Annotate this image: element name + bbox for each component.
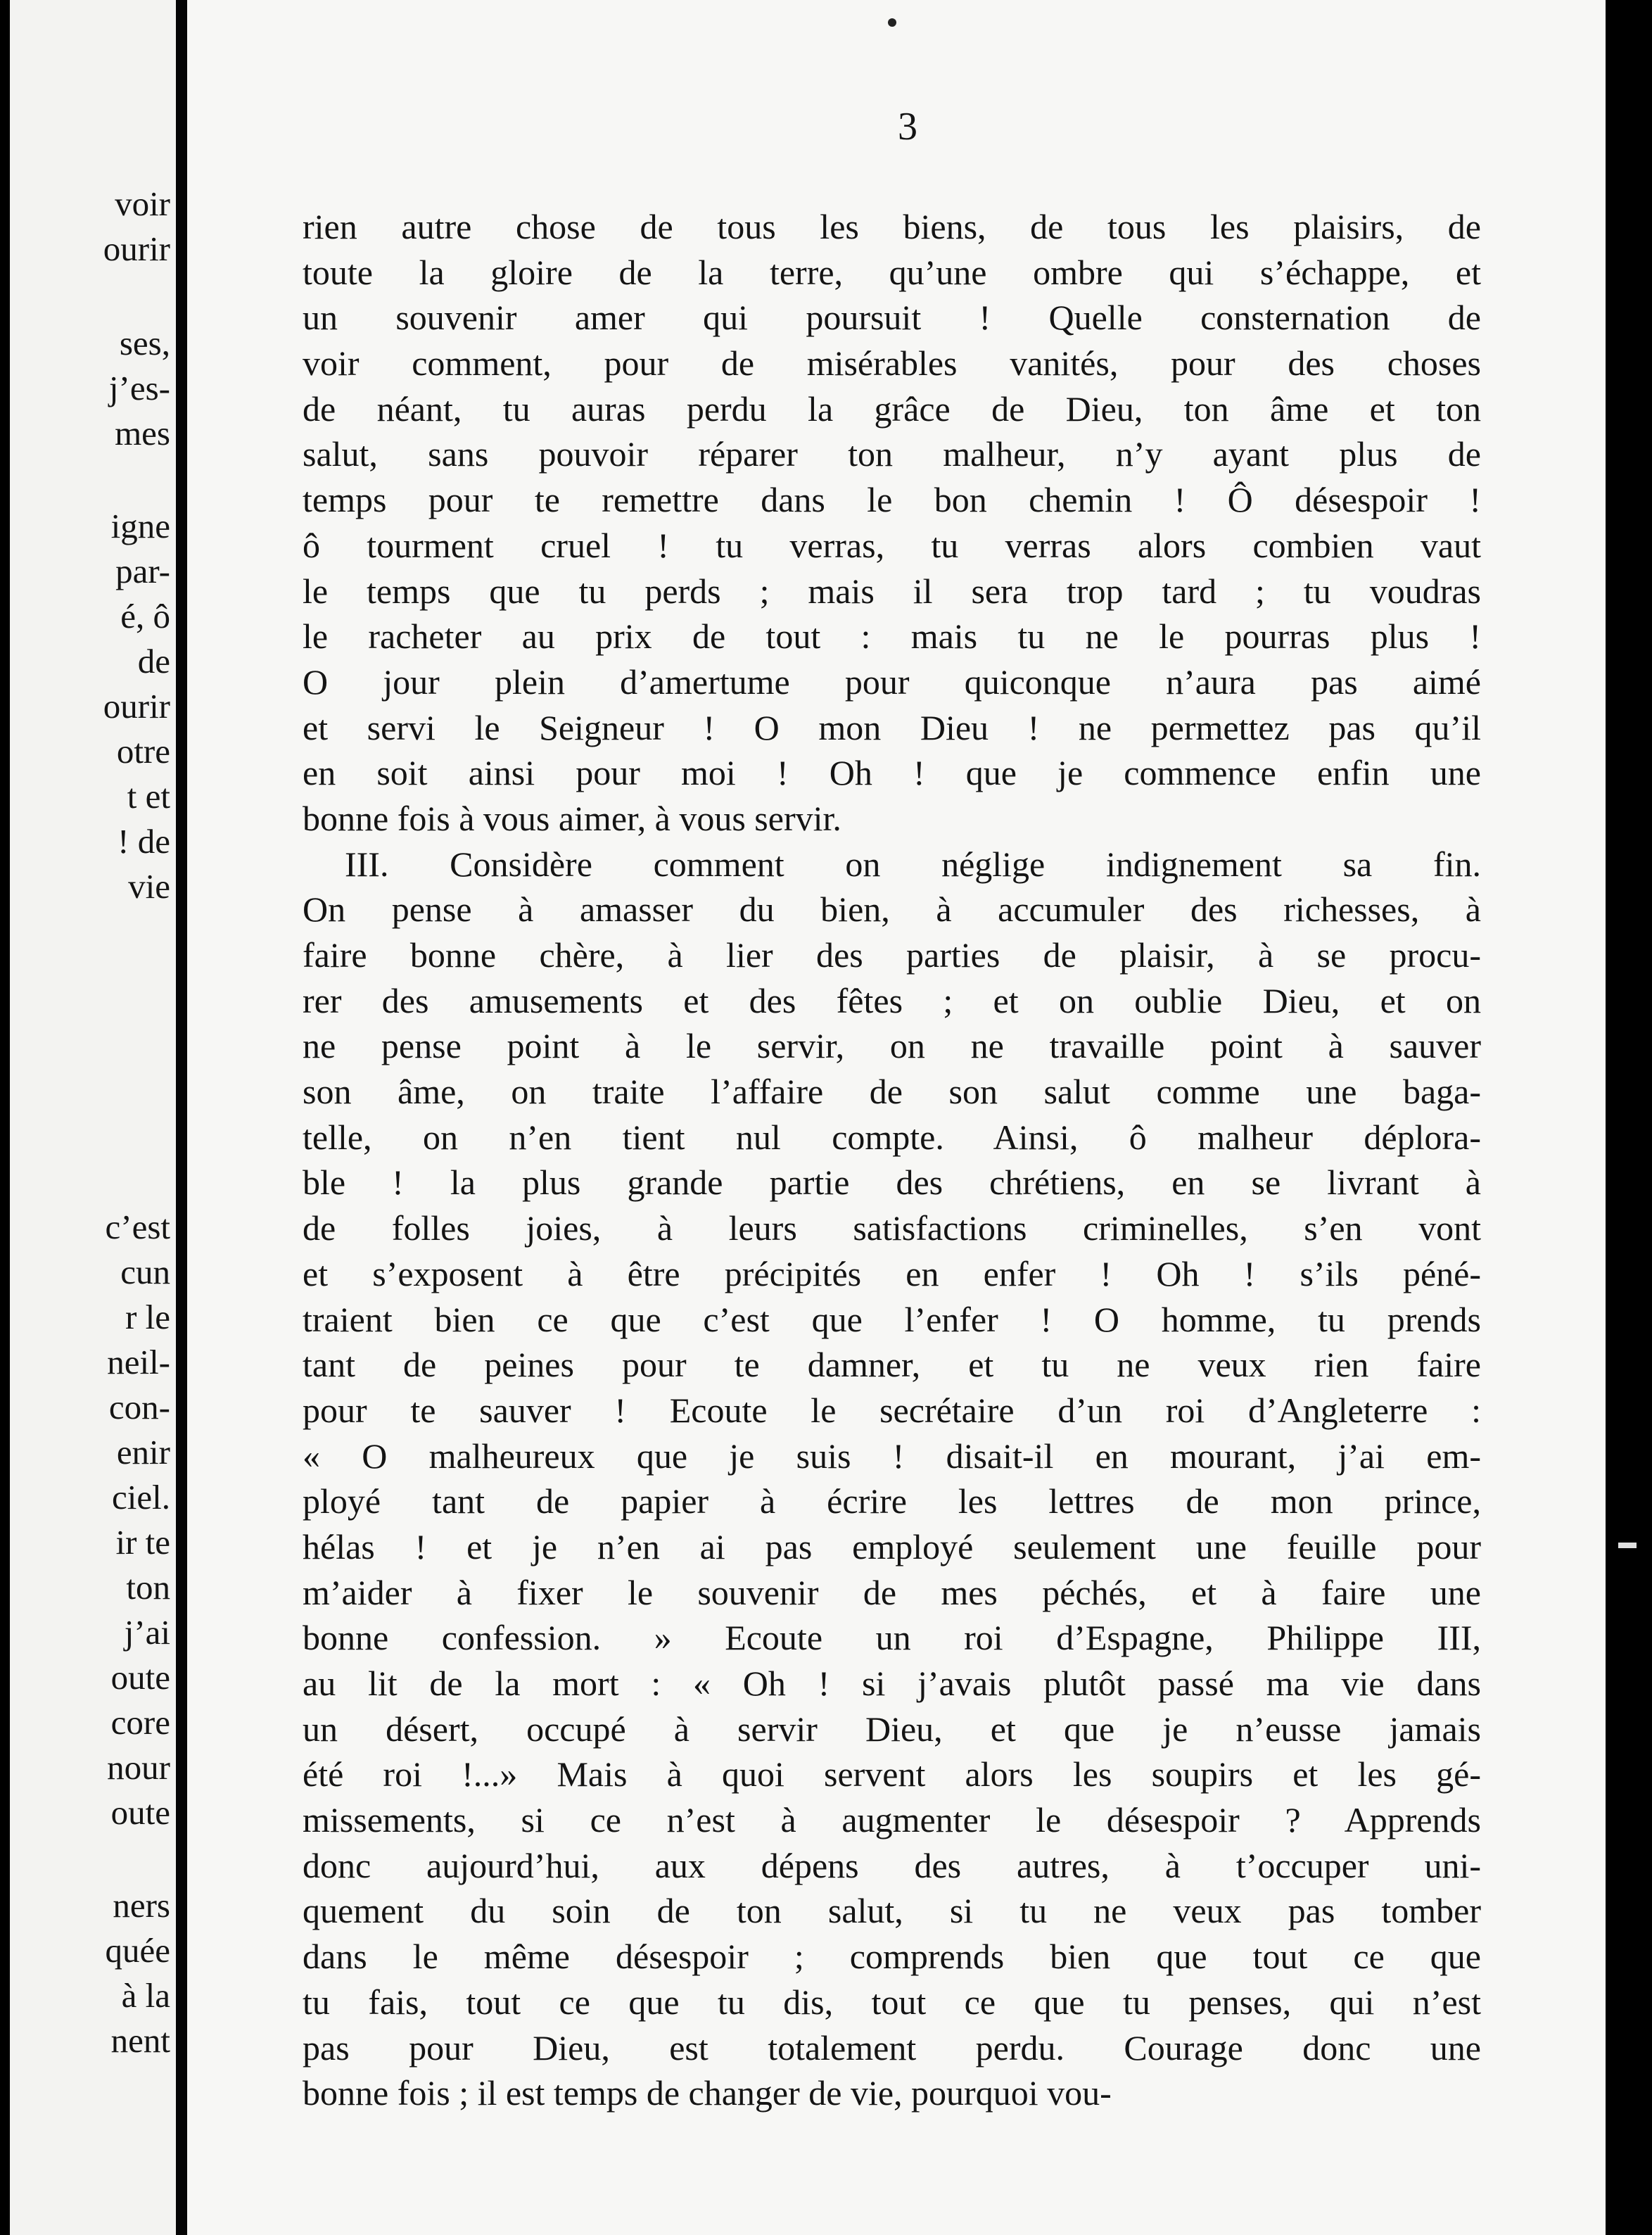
text-line: quement du soin de ton salut, si tu ne veux pas tomber xyxy=(303,1891,1481,1931)
left-fragment: nent xyxy=(110,2021,170,2060)
text-line: tu fais, tout ce que tu dis, tout ce que tu penses, qui n’est xyxy=(303,1982,1481,2022)
text-line: de néant, tu auras perdu la grâce de Dieu, ton âme et ton xyxy=(303,388,1481,429)
left-fragment: t et xyxy=(127,777,170,816)
left-fragment: ourir xyxy=(103,687,170,726)
text-line: salut, sans pouvoir réparer ton malheur, n’y ayant plus de xyxy=(303,434,1481,474)
left-fragment: ! de xyxy=(117,822,170,861)
text-line: ployé tant de papier à écrire les lettres de mon prince, xyxy=(303,1481,1481,1521)
text-line: temps pour te remettre dans le bon chemin ! Ô désespoir ! xyxy=(303,480,1481,520)
text-line: telle, on n’en tient nul compte. Ainsi, ô malheur déplora- xyxy=(303,1117,1481,1157)
left-fragment: j’es- xyxy=(108,369,170,407)
left-fragment: r le xyxy=(125,1298,170,1336)
text-line: III. Considère comment on néglige indignement sa fin. xyxy=(345,844,1481,884)
text-line: tant de peines pour te damner, et tu ne veux rien faire xyxy=(303,1345,1481,1385)
text-line: faire bonne chère, à lier des parties de plaisir, à se procu- xyxy=(303,935,1481,975)
ink-dot xyxy=(888,18,896,27)
page-gutter xyxy=(176,0,187,2235)
text-line: donc aujourd’hui, aux dépens des autres, à t’occuper uni- xyxy=(303,1845,1481,1885)
text-line: pour te sauver ! Ecoute le secrétaire d’un roi d’Angleterre : xyxy=(303,1390,1481,1430)
left-fragment: de xyxy=(137,642,170,680)
left-fragment: ton xyxy=(126,1568,170,1607)
left-fragment: mes xyxy=(115,414,170,452)
text-line: rer des amusements et des fêtes ; et on oublie Dieu, et on xyxy=(303,980,1481,1020)
left-fragment: é, ô xyxy=(120,597,170,635)
page-number: 3 xyxy=(898,105,917,148)
left-fragment: voir xyxy=(115,184,170,223)
text-line: pas pour Dieu, est totalement perdu. Courage donc une xyxy=(303,2027,1481,2068)
text-line: hélas ! et je n’en ai pas employé seulement une feuille pour xyxy=(303,1526,1481,1566)
left-fragment: oute xyxy=(110,1658,170,1697)
left-fragment: vie xyxy=(128,867,170,906)
text-line: bonne fois à vous aimer, à vous servir. xyxy=(303,798,841,838)
edge-mark xyxy=(1618,1543,1637,1548)
text-line: rien autre chose de tous les biens, de tous les plaisirs, de xyxy=(303,207,1481,246)
text-line: m’aider à fixer le souvenir de mes péchés, et à faire une xyxy=(303,1572,1481,1612)
text-line: dans le même désespoir ; comprends bien que tout ce que xyxy=(303,1937,1481,1977)
left-facing-page xyxy=(10,0,176,2235)
left-fragment: à la xyxy=(121,1976,170,2015)
left-fragment: ir te xyxy=(115,1523,170,1562)
text-line: ô tourment cruel ! tu verras, tu verras alors combien vaut xyxy=(303,525,1481,565)
text-line: un désert, occupé à servir Dieu, et que je n’eusse jamais xyxy=(303,1709,1481,1749)
left-fragment: con- xyxy=(108,1388,170,1426)
text-line: et servi le Seigneur ! O mon Dieu ! ne permettez pas qu’il xyxy=(303,707,1481,747)
text-line: le temps que tu perds ; mais il sera trop tard ; tu voudras xyxy=(303,571,1481,611)
text-line: bonne confession. » Ecoute un roi d’Espagne, Philippe III, xyxy=(303,1618,1481,1658)
left-fragment: enir xyxy=(116,1433,170,1471)
text-line: et s’exposent à être précipités en enfer ! Oh ! s’ils péné- xyxy=(303,1253,1481,1293)
text-line: été roi !...» Mais à quoi servent alors les soupirs et les gé- xyxy=(303,1754,1481,1794)
left-fragment: otre xyxy=(116,732,170,771)
left-fragment: c’est xyxy=(105,1208,170,1246)
text-line: le racheter au prix de tout : mais tu ne le pourras plus ! xyxy=(303,616,1481,657)
text-line: On pense à amasser du bien, à accumuler des richesses, à xyxy=(303,889,1481,930)
left-fragment: core xyxy=(110,1703,170,1742)
left-fragment: ners xyxy=(113,1886,170,1925)
left-fragment: ourir xyxy=(103,229,170,268)
left-fragment: ciel. xyxy=(112,1478,170,1517)
left-fragment: igne xyxy=(110,507,170,545)
left-fragment: ses, xyxy=(119,324,170,362)
text-line: un souvenir amer qui poursuit ! Quelle consternation de xyxy=(303,298,1481,338)
left-fragment: j’ai xyxy=(124,1613,170,1652)
text-line: en soit ainsi pour moi ! Oh ! que je commence enfin une xyxy=(303,753,1481,793)
text-line: son âme, on traite l’affaire de son salut comme une baga- xyxy=(303,1072,1481,1112)
left-fragment: quée xyxy=(105,1931,170,1970)
text-line: ble ! la plus grande partie des chrétiens, en se livrant à xyxy=(303,1163,1481,1203)
text-line: missements, si ce n’est à augmenter le désespoir ? Apprends xyxy=(303,1800,1481,1840)
text-line: traient bien ce que c’est que l’enfer ! O homme, tu prends xyxy=(303,1299,1481,1339)
left-fragment: nour xyxy=(107,1748,170,1787)
left-fragment: oute xyxy=(110,1793,170,1832)
text-line: toute la gloire de la terre, qu’une ombre qui s’échappe, et xyxy=(303,252,1481,292)
text-line: ne pense point à le servir, on ne travaille point à sauver xyxy=(303,1026,1481,1066)
text-line: de folles joies, à leurs satisfactions criminelles, s’en vont xyxy=(303,1208,1481,1248)
left-fragment: cun xyxy=(120,1253,170,1291)
left-fragment: neil- xyxy=(107,1343,170,1381)
text-line: « O malheureux que je suis ! disait-il en mourant, j’ai em- xyxy=(303,1436,1481,1476)
text-line: bonne fois ; il est temps de changer de vie, pourquoi vou- xyxy=(303,2073,1112,2113)
left-fragment: par- xyxy=(115,552,170,590)
text-line: au lit de la mort : « Oh ! si j’avais plutôt passé ma vie dans xyxy=(303,1664,1481,1703)
body-text xyxy=(303,204,1481,2116)
text-line: O jour plein d’amertume pour quiconque n’aura pas aimé xyxy=(303,661,1481,702)
text-line: voir comment, pour de misérables vanités, pour des choses xyxy=(303,343,1481,384)
scan-edge xyxy=(1606,0,1652,2235)
